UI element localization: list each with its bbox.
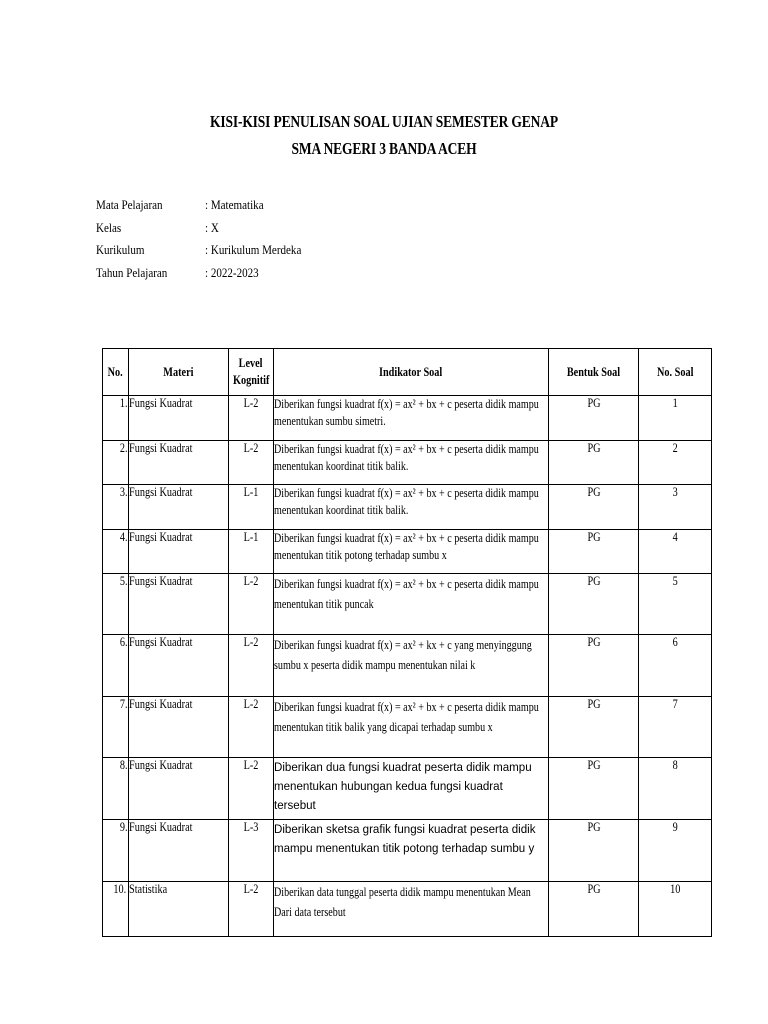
cell-no-soal: 9: [639, 820, 712, 882]
cell-level: L-1: [229, 529, 274, 574]
cell-no: 8.: [103, 758, 129, 820]
kisi-kisi-table: [102, 348, 712, 937]
cell-no: 3.: [103, 485, 129, 530]
cell-materi: Fungsi Kuadrat: [129, 396, 229, 441]
cell-bentuk: PG: [549, 635, 639, 697]
table-row: [103, 574, 712, 635]
cell-bentuk: PG: [549, 758, 639, 820]
cell-no: 9.: [103, 820, 129, 882]
info-value: : Matematika: [205, 197, 264, 212]
cell-bentuk: PG: [549, 697, 639, 758]
cell-indikator: Diberikan fungsi kuadrat f(x) = ax² + bx + c peserta didik mampu menentukan sumbu simetri.: [274, 396, 549, 441]
table-row: [103, 820, 712, 882]
table-header-row: [103, 349, 712, 396]
cell-materi: Fungsi Kuadrat: [129, 820, 229, 882]
table-row: [103, 882, 712, 937]
cell-materi: Fungsi Kuadrat: [129, 485, 229, 530]
header-bentuk: Bentuk Soal: [549, 349, 639, 396]
cell-no-soal: 6: [639, 635, 712, 697]
cell-no: 2.: [103, 440, 129, 485]
info-row-class: [96, 217, 396, 240]
cell-materi: Fungsi Kuadrat: [129, 758, 229, 820]
header-no-soal: No. Soal: [639, 349, 712, 396]
cell-materi: Fungsi Kuadrat: [129, 635, 229, 697]
cell-materi: Fungsi Kuadrat: [129, 440, 229, 485]
cell-bentuk: PG: [549, 820, 639, 882]
cell-no-soal: 1: [639, 396, 712, 441]
cell-bentuk: PG: [549, 574, 639, 635]
cell-materi: Fungsi Kuadrat: [129, 697, 229, 758]
cell-indikator: Diberikan dua fungsi kuadrat peserta didik mampu menentukan hubungan kedua fungsi kuadrat tersebut: [274, 758, 549, 820]
table-row: [103, 697, 712, 758]
header-materi: Materi: [129, 349, 229, 396]
cell-indikator: Diberikan data tunggal peserta didik mampu menentukan Mean Dari data tersebut: [274, 882, 549, 937]
info-value: : X: [205, 219, 219, 235]
cell-bentuk: PG: [549, 485, 639, 530]
cell-bentuk: PG: [549, 882, 639, 937]
cell-no: 4.: [103, 529, 129, 574]
table-row: [103, 440, 712, 485]
cell-no: 7.: [103, 697, 129, 758]
info-label: Tahun Pelajaran: [96, 264, 168, 280]
cell-no: 10.: [103, 882, 129, 937]
document-title: KISI-KISI PENULISAN SOAL UJIAN SEMESTER GENAP: [210, 112, 558, 131]
cell-materi: Fungsi Kuadrat: [129, 574, 229, 635]
cell-level: L-2: [229, 396, 274, 441]
cell-no-soal: 10: [639, 882, 712, 937]
school-name: SMA NEGERI 3 BANDA ACEH: [291, 139, 477, 158]
info-label: Kurikulum: [96, 242, 145, 258]
table-row: [103, 529, 712, 574]
table-row: [103, 396, 712, 441]
cell-no-soal: 5: [639, 574, 712, 635]
cell-no-soal: 8: [639, 758, 712, 820]
info-row-subject: [96, 194, 396, 217]
cell-no-soal: 4: [639, 529, 712, 574]
cell-indikator: Diberikan fungsi kuadrat f(x) = ax² + bx + c peserta didik mampu menentukan titik balik yang dicapai terhadap sumbu x: [274, 697, 549, 758]
cell-materi: Fungsi Kuadrat: [129, 529, 229, 574]
table-row: [103, 758, 712, 820]
cell-level: L-3: [229, 820, 274, 882]
cell-indikator: Diberikan fungsi kuadrat f(x) = ax² + bx + c peserta didik mampu menentukan koordinat titik balik.: [274, 440, 549, 485]
cell-materi: Statistika: [129, 882, 229, 937]
info-value: : Kurikulum Merdeka: [205, 242, 302, 258]
cell-level: L-2: [229, 440, 274, 485]
header-indikator: Indikator Soal: [274, 349, 549, 396]
identity-block: [96, 194, 396, 284]
cell-level: L-2: [229, 758, 274, 820]
cell-indikator: Diberikan fungsi kuadrat f(x) = ax² + bx + c peserta didik mampu menentukan koordinat titik balik.: [274, 485, 549, 530]
cell-indikator: Diberikan fungsi kuadrat f(x) = ax² + bx + c peserta didik mampu menentukan titik potong terhadap sumbu x: [274, 529, 549, 574]
cell-no-soal: 7: [639, 697, 712, 758]
cell-bentuk: PG: [549, 529, 639, 574]
cell-bentuk: PG: [549, 440, 639, 485]
cell-level: L-2: [229, 697, 274, 758]
table-row: [103, 485, 712, 530]
cell-level: L-1: [229, 485, 274, 530]
info-label: Kelas: [96, 219, 122, 235]
info-row-curriculum: [96, 239, 396, 262]
table-row: [103, 635, 712, 697]
cell-no: 1.: [103, 396, 129, 441]
info-row-year: [96, 262, 396, 285]
cell-no-soal: 2: [639, 440, 712, 485]
cell-no-soal: 3: [639, 485, 712, 530]
header-level: Level Kognitif: [229, 349, 274, 396]
header-no: No.: [103, 349, 129, 396]
cell-level: L-2: [229, 882, 274, 937]
info-value: : 2022-2023: [205, 264, 259, 280]
cell-indikator: Diberikan fungsi kuadrat f(x) = ax² + bx + c peserta didik mampu menentukan titik puncak: [274, 574, 549, 635]
info-label: Mata Pelajaran: [96, 197, 163, 212]
cell-level: L-2: [229, 574, 274, 635]
cell-no: 5.: [103, 574, 129, 635]
cell-indikator: Diberikan sketsa grafik fungsi kuadrat peserta didik mampu menentukan titik potong terhadap sumbu y: [274, 820, 549, 882]
cell-bentuk: PG: [549, 396, 639, 441]
cell-indikator: Diberikan fungsi kuadrat f(x) = ax² + kx + c yang menyinggung sumbu x peserta didik mampu menentukan nilai k: [274, 635, 549, 697]
cell-level: L-2: [229, 635, 274, 697]
cell-no: 6.: [103, 635, 129, 697]
